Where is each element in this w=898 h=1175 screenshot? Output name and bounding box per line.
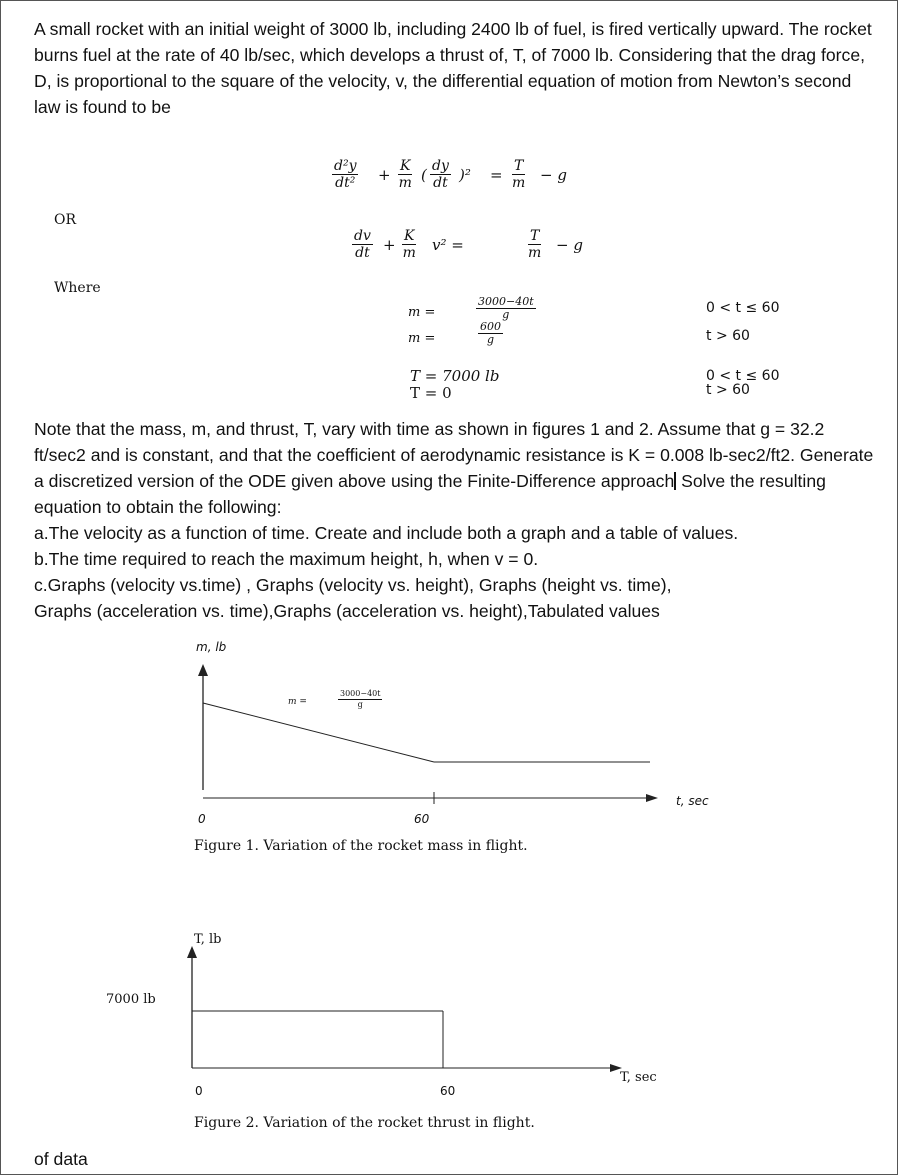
- intro-paragraph: A small rocket with an initial weight of 3000 lb, including 2400 lb of fuel, is fired vertically upward. The rocket burns fuel at the rate of 40 lb/sec, which develops a thrust of, T, of 7000 lb. Considering that the drag force, D, is proportional to the square of the velocity, v, the differential equation of motion from Newton’s second law is found to be: [34, 19, 872, 117]
- fig1-origin: 0: [198, 812, 206, 826]
- item-a: a.The velocity as a function of time. Create and include both a graph and a table of values.: [34, 523, 739, 543]
- fig2-caption: Figure 2. Variation of the rocket thrust in flight.: [194, 1115, 535, 1131]
- fig1-x-arrow: [646, 794, 658, 802]
- note-text: Note that the mass, m, and thrust, T, vary with time as shown in figures 1 and 2. Assume that g = 32.2 ft/sec2 and is constant, and that the coefficient of aerodynamic resistance is K = 0.008 lb-sec2/ft2. Generate a discretized version of the ODE given above using the Finite-Difference approach: [34, 419, 874, 491]
- eq1-d2y-dt2: $\frac{\text{d²y}}{\text{dt²}}$: [334, 158, 357, 191]
- eq2-dv-dt: $\frac{dv}{dt}$: [354, 228, 371, 261]
- eq1-dy-dt: $\frac{dy}{dt}$: [432, 158, 449, 191]
- mass2-condition: t > 60: [706, 328, 750, 344]
- eq1-paren-open: (: [421, 166, 427, 184]
- eq2-k-over-m: $\frac{K}{m}$: [402, 228, 416, 261]
- mass2-lhs: m =: [408, 331, 436, 346]
- mass1-fraction: $\frac{3000-40t}{g}$: [478, 295, 534, 321]
- fig2-level-label: 7000 lb: [106, 992, 156, 1007]
- eq1-plus: +: [378, 166, 391, 184]
- fig2-y-arrow: [187, 946, 197, 958]
- thrust1-eq: T = 7000 lb: [410, 367, 500, 385]
- thrust1-condition: 0 < t ≤ 60: [706, 368, 780, 384]
- thrust2-eq: T = 0: [410, 384, 452, 402]
- fig1-y-arrow: [198, 664, 208, 676]
- eq1-minus-g: − g: [540, 166, 567, 184]
- thrust2-condition: t > 60: [706, 382, 750, 398]
- eq1-equals: =: [490, 166, 503, 184]
- fig1-caption: Figure 1. Variation of the rocket mass in flight.: [194, 838, 528, 854]
- fig1-decreasing-line: [203, 703, 434, 762]
- fig1-x-label: t, sec: [676, 794, 709, 808]
- where-label: Where: [54, 280, 101, 296]
- item-c-line2: Graphs (acceleration vs. time),Graphs (acceleration vs. height),Tabulated values: [34, 601, 660, 621]
- fig2-x-label: T, sec: [620, 1070, 657, 1085]
- note-text-tail: Solve the resulting equation to obtain the following:: [34, 471, 826, 517]
- fig1-y-label: m, lb: [196, 640, 227, 654]
- eq2-v2: v² =: [432, 236, 464, 254]
- eq2-minus-g: − g: [556, 236, 583, 254]
- eq1-paren-sq: )²: [459, 166, 471, 184]
- fig2-y-label: T, lb: [194, 932, 222, 947]
- item-c-line1: c.Graphs (velocity vs.time) , Graphs (velocity vs. height), Graphs (height vs. time),: [34, 575, 672, 595]
- eq1-t-over-m: $\frac{T}{m}$: [512, 158, 526, 191]
- footer-text: of data: [34, 1149, 88, 1169]
- fig1-formula-lhs: m =: [288, 697, 307, 707]
- mass1-lhs: m =: [408, 305, 436, 320]
- mass2-fraction: $\frac{600}{g}$: [480, 320, 501, 346]
- mass1-condition: 0 < t ≤ 60: [706, 300, 780, 316]
- item-b: b.The time required to reach the maximum height, h, when v = 0.: [34, 549, 539, 569]
- fig2-origin: 0: [195, 1084, 203, 1098]
- fig1-tick-label: 60: [414, 812, 430, 826]
- eq2-plus: +: [383, 236, 396, 254]
- eq2-t-over-m: $\frac{T}{m}$: [528, 228, 542, 261]
- eq1-k-over-m: $\frac{K}{m}$: [398, 158, 412, 191]
- fig1-formula: $\frac{3000-40t}{g}$: [340, 689, 381, 709]
- or-label: OR: [54, 212, 77, 228]
- fig2-tick-label: 60: [440, 1084, 456, 1098]
